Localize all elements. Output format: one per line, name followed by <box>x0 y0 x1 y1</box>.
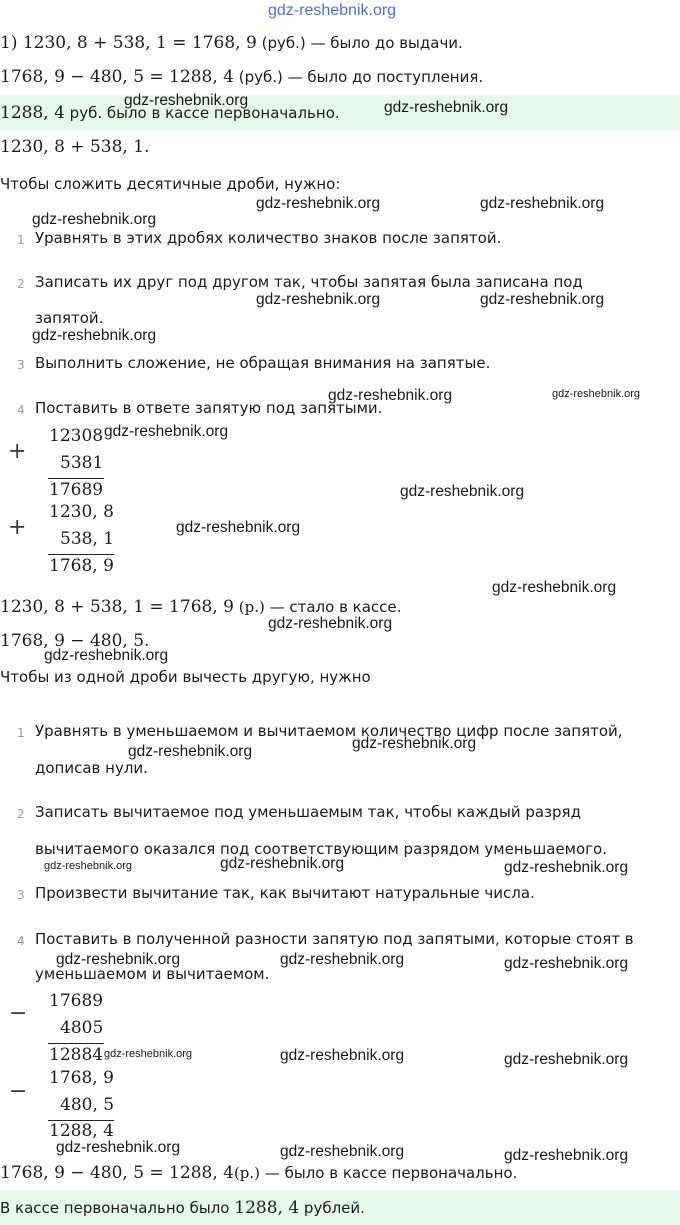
line-1 <box>0 33 463 53</box>
watermark-small: gdz-reshebnik.org <box>44 860 133 872</box>
sub-step-2-text: Записать вычитаемое под уменьшаемым так, чтобы каждый разряд <box>35 803 581 821</box>
watermark: gdz-reshebnik.org <box>492 579 617 596</box>
sub-int-result: 12884 <box>49 1045 104 1065</box>
watermark-small: gdz-reshebnik.org <box>552 388 641 400</box>
watermark-small: gdz-reshebnik.org <box>104 1048 193 1060</box>
watermark: gdz-reshebnik.org <box>480 291 605 308</box>
line-3-math: 1288, 4 <box>0 103 65 123</box>
sub-step-4-number: 4 <box>17 934 25 948</box>
watermark: gdz-reshebnik.org <box>256 291 381 308</box>
watermark: gdz-reshebnik.org <box>504 1147 629 1164</box>
watermark: gdz-reshebnik.org <box>280 1143 405 1160</box>
final-answer <box>0 1198 365 1218</box>
sub-step-1-number: 1 <box>17 726 25 740</box>
add-step-4-text: Поставить в ответе запятую под запятыми. <box>35 399 383 417</box>
add-dec-b: 538, 1 <box>60 529 115 549</box>
sub-expression: 1768, 9 − 480, 5. <box>0 631 150 651</box>
watermark: gdz-reshebnik.org <box>128 743 253 760</box>
result-2-math: 1768, 9 − 480, 5 = 1288, 4 <box>0 1163 234 1183</box>
add-step-2-text: Записать их друг под другом так, чтобы запятая была записана под <box>35 273 583 291</box>
plus-sign: + <box>8 439 27 464</box>
add-int-rule <box>48 478 104 479</box>
plus-sign: + <box>8 515 27 540</box>
sub-step-4-text: Поставить в полученной разности запятую под запятыми, которые стоят в <box>35 930 634 948</box>
watermark: gdz-reshebnik.org <box>256 195 381 212</box>
sub-int-b: 4805 <box>60 1018 104 1038</box>
line-2-text: (руб.) — было до поступления. <box>238 68 484 86</box>
sub-step-1-text-cont: дописав нули. <box>35 759 148 777</box>
watermark: gdz-reshebnik.org <box>32 211 157 228</box>
add-step-4-number: 4 <box>17 403 25 417</box>
add-dec-result: 1768, 9 <box>49 556 114 576</box>
sub-step-4-text-cont: уменьшаемом и вычитаемом. <box>35 965 270 983</box>
result-2-text: — было в кассе первоначально. <box>264 1164 518 1182</box>
add-int-a: 12308 <box>49 426 104 446</box>
add-dec-a: 1230, 8 <box>49 502 114 522</box>
add-step-3-number: 3 <box>17 358 25 372</box>
sub-step-3-text: Произвести вычитание так, как вычитают натуральные числа. <box>35 884 535 902</box>
line-2 <box>0 67 483 87</box>
add-step-1-number: 1 <box>17 233 25 247</box>
sub-dec-b: 480, 5 <box>60 1095 115 1115</box>
watermark: gdz-reshebnik.org <box>328 387 453 404</box>
watermark: gdz-reshebnik.org <box>56 951 181 968</box>
watermark: gdz-reshebnik.org <box>352 735 477 752</box>
sub-step-1-text: Уравнять в уменьшаемом и вычитаемом количество цифр после запятой, <box>35 722 623 740</box>
watermark: gdz-reshebnik.org <box>176 519 301 536</box>
final-answer-math: 1288, 4 <box>234 1198 300 1218</box>
minus-sign: − <box>9 1079 28 1104</box>
watermark: gdz-reshebnik.org <box>400 483 525 500</box>
sub-int-rule <box>48 1043 104 1044</box>
result-2 <box>0 1163 517 1183</box>
watermark-top[interactable]: gdz-reshebnik.org <box>268 2 397 19</box>
sub-dec-result: 1288, 4 <box>49 1121 114 1141</box>
add-dec-rule <box>48 554 114 555</box>
sub-step-2-text-cont: вычитаемого оказался под соответствующим разрядом уменьшаемого. <box>35 840 607 858</box>
watermark: gdz-reshebnik.org <box>44 647 169 664</box>
watermark: gdz-reshebnik.org <box>32 327 157 344</box>
sub-step-3-number: 3 <box>17 888 25 902</box>
add-int-b: 5381 <box>60 453 104 473</box>
sub-int-a: 17689 <box>49 991 104 1011</box>
result-2-unit: (р.) <box>233 1164 261 1182</box>
watermark: gdz-reshebnik.org <box>280 951 405 968</box>
line-1-text: (руб.) — было до выдачи. <box>261 34 463 52</box>
minus-sign: − <box>9 1001 28 1026</box>
watermark: gdz-reshebnik.org <box>504 955 629 972</box>
add-step-2-text-cont: запятой. <box>35 309 104 327</box>
sub-dec-a: 1768, 9 <box>49 1068 114 1088</box>
watermark: gdz-reshebnik.org <box>480 195 605 212</box>
watermark: gdz-reshebnik.org <box>504 859 629 876</box>
add-step-3-text: Выполнить сложение, не обращая внимания на запятые. <box>35 354 491 372</box>
add-step-2-number: 2 <box>17 277 25 291</box>
watermark: gdz-reshebnik.org <box>280 1047 405 1064</box>
sub-step-2-number: 2 <box>17 807 25 821</box>
add-int-result: 17689 <box>49 480 104 500</box>
watermark: gdz-reshebnik.org <box>104 423 229 440</box>
watermark: gdz-reshebnik.org <box>504 1051 629 1068</box>
result-1-math: 1230, 8 + 538, 1 = 1768, 9 <box>0 597 234 617</box>
add-step-1-text: Уравнять в этих дробях количество знаков после запятой. <box>35 229 502 247</box>
watermark: gdz-reshebnik.org <box>124 92 249 109</box>
line-4-math: 1230, 8 + 538, 1. <box>0 137 150 157</box>
watermark: gdz-reshebnik.org <box>268 615 393 632</box>
watermark: gdz-reshebnik.org <box>384 99 509 116</box>
watermark: gdz-reshebnik.org <box>220 855 345 872</box>
watermark: gdz-reshebnik.org <box>56 1139 181 1156</box>
sub-intro: Чтобы из одной дроби вычесть другую, нужно <box>0 668 371 686</box>
line-2-math: 1768, 9 − 480, 5 = 1288, 4 <box>0 67 234 87</box>
result-1-unit: (р.) <box>238 598 265 616</box>
line-3-text: руб. было в кассе первоначально. <box>69 104 340 122</box>
final-answer-unit: рублей. <box>303 1199 365 1217</box>
result-1-text: — стало в кассе. <box>269 598 402 616</box>
line-1-math: 1) 1230, 8 + 538, 1 = 1768, 9 <box>0 33 257 53</box>
result-1 <box>0 597 401 617</box>
final-answer-text: В кассе первоначально было <box>0 1199 230 1217</box>
add-intro: Чтобы сложить десятичные дроби, нужно: <box>0 175 341 193</box>
